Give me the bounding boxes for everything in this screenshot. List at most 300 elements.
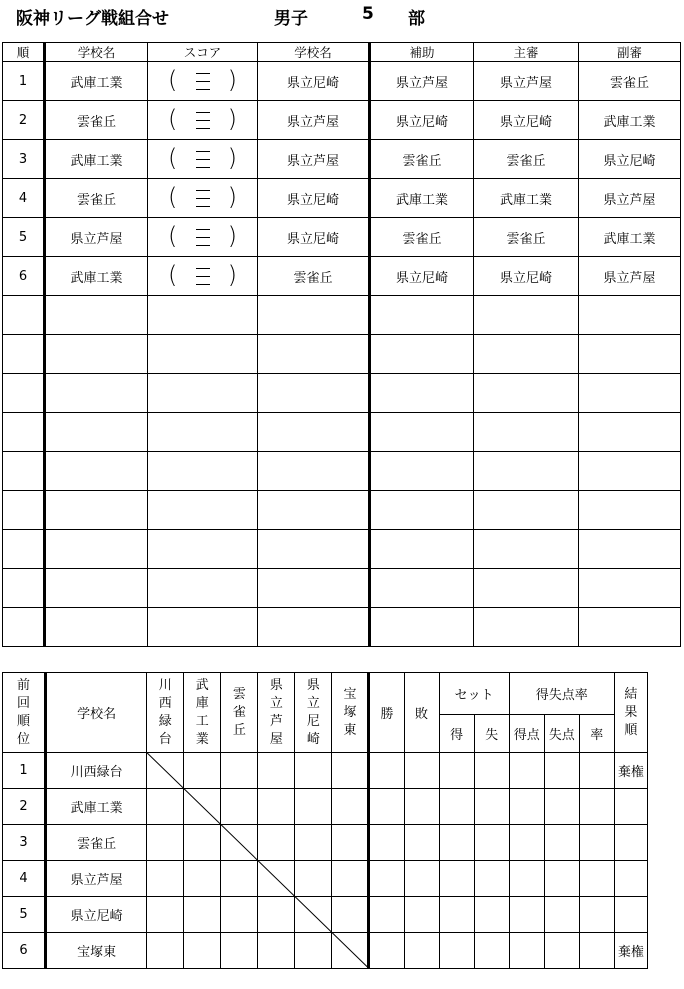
stat-cell xyxy=(404,789,439,825)
schedule-row xyxy=(3,62,681,101)
prev-rank: 3 xyxy=(3,825,46,861)
standings-row xyxy=(3,861,648,897)
title-division-number: 5 xyxy=(362,4,374,24)
result-vs-cell xyxy=(295,789,332,825)
header-char: 武 xyxy=(195,677,209,693)
header-char: 順 xyxy=(624,722,638,738)
header-school-1: 学校名 xyxy=(45,43,148,62)
assist-school: 県立尼崎 xyxy=(370,257,474,296)
empty-cell xyxy=(370,608,474,647)
header-prev-rank xyxy=(3,673,46,753)
result-vs-cell xyxy=(258,897,295,933)
result-vs-cell xyxy=(184,861,221,897)
result-vs-cell xyxy=(221,825,258,861)
chief-referee: 武庫工業 xyxy=(474,179,579,218)
empty-cell xyxy=(474,608,579,647)
stat-cell xyxy=(474,825,509,861)
school-name: 県立尼崎 xyxy=(46,897,147,933)
header-char: 塚 xyxy=(343,704,357,720)
empty-cell xyxy=(474,335,579,374)
empty-cell xyxy=(258,491,370,530)
header-set-lost: 失 xyxy=(474,715,509,753)
result-vs-cell xyxy=(258,933,295,969)
score-bracket-left: ( xyxy=(168,183,178,211)
win-cell xyxy=(369,897,404,933)
result-vs-cell xyxy=(221,933,258,969)
schedule-row-empty xyxy=(3,374,681,413)
stat-cell xyxy=(439,897,474,933)
empty-cell xyxy=(45,374,148,413)
school-1: 武庫工業 xyxy=(45,140,148,179)
empty-cell xyxy=(3,491,45,530)
stat-cell xyxy=(439,789,474,825)
empty-cell xyxy=(45,413,148,452)
score-cell xyxy=(148,101,258,140)
result-vs-cell xyxy=(332,789,369,825)
schedule-row-empty xyxy=(3,335,681,374)
win-cell xyxy=(369,933,404,969)
schedule-row-empty xyxy=(3,296,681,335)
stat-cell xyxy=(509,825,544,861)
chief-referee: 雲雀丘 xyxy=(474,218,579,257)
header-school: 学校名 xyxy=(46,673,147,753)
empty-cell xyxy=(45,491,148,530)
school-name: 宝塚東 xyxy=(46,933,147,969)
header-win: 勝 xyxy=(369,673,404,753)
empty-cell xyxy=(370,335,474,374)
schedule-row-empty xyxy=(3,491,681,530)
chief-referee: 県立芦屋 xyxy=(474,62,579,101)
result-vs-cell xyxy=(221,897,258,933)
empty-cell xyxy=(45,452,148,491)
stat-cell xyxy=(474,897,509,933)
score-bracket-left: ( xyxy=(168,261,178,289)
sub-referee: 県立芦屋 xyxy=(579,179,681,218)
empty-cell xyxy=(3,374,45,413)
score-cell xyxy=(148,257,258,296)
result-vs-cell xyxy=(147,933,184,969)
assist-school: 雲雀丘 xyxy=(370,218,474,257)
result-vs-cell xyxy=(332,861,369,897)
result-vs-cell xyxy=(295,933,332,969)
sub-referee: 県立芦屋 xyxy=(579,257,681,296)
match-order: 6 xyxy=(3,257,45,296)
empty-cell xyxy=(370,413,474,452)
school-2: 県立尼崎 xyxy=(258,179,370,218)
header-char: 県 xyxy=(269,677,283,693)
stat-cell xyxy=(439,933,474,969)
final-rank: 棄権 xyxy=(614,933,647,969)
school-name: 雲雀丘 xyxy=(46,825,147,861)
stat-cell xyxy=(509,897,544,933)
stat-cell xyxy=(474,861,509,897)
header-opponent-2 xyxy=(184,673,221,753)
empty-cell xyxy=(3,569,45,608)
empty-cell xyxy=(3,608,45,647)
title-division-label: 部 xyxy=(408,9,425,29)
header-char: 台 xyxy=(158,731,172,747)
header-char: 庫 xyxy=(195,695,209,711)
prev-rank: 1 xyxy=(3,753,46,789)
chief-referee: 県立尼崎 xyxy=(474,257,579,296)
assist-school: 雲雀丘 xyxy=(370,140,474,179)
score-dash xyxy=(196,159,210,160)
header-opponent-6 xyxy=(332,673,369,753)
score-dash xyxy=(196,120,210,121)
stat-cell xyxy=(404,825,439,861)
assist-school: 県立芦屋 xyxy=(370,62,474,101)
schedule-header-row xyxy=(3,43,681,62)
empty-cell xyxy=(370,374,474,413)
school-name: 川西緑台 xyxy=(46,753,147,789)
sub-referee: 武庫工業 xyxy=(579,218,681,257)
stat-cell xyxy=(474,789,509,825)
empty-cell xyxy=(258,413,370,452)
schedule-row-empty xyxy=(3,452,681,491)
stat-cell xyxy=(404,897,439,933)
header-result-rank xyxy=(614,673,647,753)
stat-cell xyxy=(579,825,614,861)
assist-school: 武庫工業 xyxy=(370,179,474,218)
result-vs-cell xyxy=(332,933,369,969)
header-char: 雀 xyxy=(232,704,246,720)
title-gender: 男子 xyxy=(274,9,308,29)
score-cell xyxy=(148,62,258,101)
standings-header-row-1 xyxy=(3,673,648,715)
header-char: 東 xyxy=(343,722,357,738)
stat-cell xyxy=(544,861,579,897)
header-char: 回 xyxy=(17,695,31,711)
header-school-2: 学校名 xyxy=(258,43,370,62)
sub-referee: 雲雀丘 xyxy=(579,62,681,101)
result-vs-cell xyxy=(295,753,332,789)
score-cell xyxy=(148,140,258,179)
stat-cell xyxy=(544,897,579,933)
header-char: 丘 xyxy=(232,722,246,738)
schedule-row xyxy=(3,179,681,218)
prev-rank: 6 xyxy=(3,933,46,969)
stat-cell xyxy=(579,861,614,897)
header-char: 位 xyxy=(17,731,31,747)
chief-referee: 雲雀丘 xyxy=(474,140,579,179)
sub-referee: 県立尼崎 xyxy=(579,140,681,179)
prev-rank: 4 xyxy=(3,861,46,897)
final-rank xyxy=(614,789,647,825)
prev-rank: 5 xyxy=(3,897,46,933)
empty-cell xyxy=(474,296,579,335)
school-2: 県立尼崎 xyxy=(258,62,370,101)
result-vs-cell xyxy=(295,897,332,933)
empty-cell xyxy=(45,335,148,374)
header-rate: 率 xyxy=(579,715,614,753)
empty-cell xyxy=(258,452,370,491)
stat-cell xyxy=(509,861,544,897)
header-char: 結 xyxy=(624,686,638,702)
header-opponent-5 xyxy=(295,673,332,753)
header-char: 前 xyxy=(17,677,31,693)
school-2: 県立芦屋 xyxy=(258,101,370,140)
match-order: 5 xyxy=(3,218,45,257)
standings-row xyxy=(3,825,648,861)
empty-cell xyxy=(45,530,148,569)
school-2: 県立芦屋 xyxy=(258,140,370,179)
header-opponent-3 xyxy=(221,673,258,753)
sub-referee: 武庫工業 xyxy=(579,101,681,140)
stat-cell xyxy=(474,753,509,789)
header-set-got: 得 xyxy=(439,715,474,753)
chief-referee: 県立尼崎 xyxy=(474,101,579,140)
header-char: 屋 xyxy=(269,731,283,747)
empty-cell xyxy=(474,491,579,530)
score-bracket-left: ( xyxy=(168,66,178,94)
empty-cell xyxy=(3,296,45,335)
score-bracket-right: ) xyxy=(227,222,237,250)
score-dash xyxy=(196,198,210,199)
standings-row xyxy=(3,789,648,825)
stat-cell xyxy=(439,753,474,789)
header-char: 業 xyxy=(195,731,209,747)
title-main: 阪神リーグ戦組合せ xyxy=(16,9,169,29)
empty-cell xyxy=(474,374,579,413)
school-1: 雲雀丘 xyxy=(45,179,148,218)
stat-cell xyxy=(579,753,614,789)
stat-cell xyxy=(544,753,579,789)
empty-cell xyxy=(579,491,681,530)
schedule-table xyxy=(2,42,681,647)
empty-cell xyxy=(148,413,258,452)
prev-rank: 2 xyxy=(3,789,46,825)
schedule-row xyxy=(3,140,681,179)
result-vs-cell xyxy=(221,789,258,825)
stat-cell xyxy=(509,933,544,969)
header-char: 尼 xyxy=(306,713,320,729)
empty-cell xyxy=(3,530,45,569)
schedule-row-empty xyxy=(3,413,681,452)
empty-cell xyxy=(370,452,474,491)
header-char: 芦 xyxy=(269,713,283,729)
result-vs-cell xyxy=(258,789,295,825)
empty-cell xyxy=(45,569,148,608)
header-loss: 敗 xyxy=(404,673,439,753)
empty-cell xyxy=(258,335,370,374)
match-order: 4 xyxy=(3,179,45,218)
header-assist: 補助 xyxy=(370,43,474,62)
score-bracket-left: ( xyxy=(168,105,178,133)
header-points-got: 得点 xyxy=(509,715,544,753)
stat-cell xyxy=(474,933,509,969)
score-dash xyxy=(196,268,210,269)
final-rank: 棄権 xyxy=(614,753,647,789)
empty-cell xyxy=(474,452,579,491)
empty-cell xyxy=(579,608,681,647)
header-char: 雲 xyxy=(232,686,246,702)
header-char: 川 xyxy=(158,677,172,693)
win-cell xyxy=(369,861,404,897)
header-char: 緑 xyxy=(158,713,172,729)
empty-cell xyxy=(45,608,148,647)
header-opponent-1 xyxy=(147,673,184,753)
school-2: 県立尼崎 xyxy=(258,218,370,257)
empty-cell xyxy=(579,413,681,452)
header-chief-referee: 主審 xyxy=(474,43,579,62)
standings-table xyxy=(2,672,648,969)
result-vs-cell xyxy=(184,789,221,825)
score-dash xyxy=(196,206,210,207)
stat-cell xyxy=(544,789,579,825)
standings-row xyxy=(3,897,648,933)
header-char: 順 xyxy=(17,713,31,729)
match-order: 1 xyxy=(3,62,45,101)
score-dash xyxy=(196,237,210,238)
header-order: 順 xyxy=(3,43,45,62)
result-vs-cell xyxy=(221,861,258,897)
header-char: 県 xyxy=(306,677,320,693)
stat-cell xyxy=(404,753,439,789)
result-vs-cell xyxy=(295,825,332,861)
header-char: 宝 xyxy=(343,686,357,702)
score-dash xyxy=(196,276,210,277)
empty-cell xyxy=(258,296,370,335)
result-vs-cell xyxy=(184,933,221,969)
header-char: 果 xyxy=(624,704,638,720)
result-vs-cell xyxy=(295,861,332,897)
result-vs-cell xyxy=(147,753,184,789)
final-rank xyxy=(614,897,647,933)
empty-cell xyxy=(258,608,370,647)
stat-cell xyxy=(509,789,544,825)
score-cell xyxy=(148,218,258,257)
header-char: 西 xyxy=(158,695,172,711)
empty-cell xyxy=(148,530,258,569)
schedule-row-empty xyxy=(3,530,681,569)
score-cell xyxy=(148,179,258,218)
score-dash xyxy=(196,245,210,246)
school-name: 武庫工業 xyxy=(46,789,147,825)
empty-cell xyxy=(258,374,370,413)
header-set: セット xyxy=(439,673,509,715)
empty-cell xyxy=(148,491,258,530)
empty-cell xyxy=(370,296,474,335)
school-name: 県立芦屋 xyxy=(46,861,147,897)
empty-cell xyxy=(148,608,258,647)
final-rank xyxy=(614,861,647,897)
empty-cell xyxy=(258,569,370,608)
stat-cell xyxy=(509,753,544,789)
empty-cell xyxy=(370,491,474,530)
header-points-lost: 失点 xyxy=(544,715,579,753)
score-dash xyxy=(196,89,210,90)
result-vs-cell xyxy=(184,825,221,861)
empty-cell xyxy=(474,569,579,608)
header-sub-referee: 副審 xyxy=(579,43,681,62)
stat-cell xyxy=(544,933,579,969)
result-vs-cell xyxy=(184,897,221,933)
score-dash xyxy=(196,167,210,168)
stat-cell xyxy=(544,825,579,861)
result-vs-cell xyxy=(258,753,295,789)
score-dash xyxy=(196,284,210,285)
empty-cell xyxy=(3,452,45,491)
score-bracket-right: ) xyxy=(227,144,237,172)
final-rank xyxy=(614,825,647,861)
standings-row xyxy=(3,753,648,789)
header-char: 工 xyxy=(195,713,209,729)
header-points-rate: 得失点率 xyxy=(509,673,614,715)
stat-cell xyxy=(404,861,439,897)
schedule-row-empty xyxy=(3,608,681,647)
result-vs-cell xyxy=(258,861,295,897)
score-dash xyxy=(196,73,210,74)
schedule-row-empty xyxy=(3,569,681,608)
empty-cell xyxy=(474,530,579,569)
school-2: 雲雀丘 xyxy=(258,257,370,296)
empty-cell xyxy=(579,452,681,491)
empty-cell xyxy=(370,530,474,569)
stat-cell xyxy=(579,789,614,825)
result-vs-cell xyxy=(147,861,184,897)
score-bracket-left: ( xyxy=(168,222,178,250)
stat-cell xyxy=(439,861,474,897)
win-cell xyxy=(369,825,404,861)
result-vs-cell xyxy=(147,897,184,933)
standings-row xyxy=(3,933,648,969)
match-order: 2 xyxy=(3,101,45,140)
schedule-row xyxy=(3,257,681,296)
empty-cell xyxy=(579,335,681,374)
score-dash xyxy=(196,112,210,113)
empty-cell xyxy=(45,296,148,335)
win-cell xyxy=(369,789,404,825)
school-1: 雲雀丘 xyxy=(45,101,148,140)
score-bracket-right: ) xyxy=(227,105,237,133)
header-char: 立 xyxy=(306,695,320,711)
empty-cell xyxy=(579,374,681,413)
score-bracket-left: ( xyxy=(168,144,178,172)
schedule-row xyxy=(3,101,681,140)
empty-cell xyxy=(579,569,681,608)
score-bracket-right: ) xyxy=(227,261,237,289)
score-bracket-right: ) xyxy=(227,66,237,94)
schedule-row xyxy=(3,218,681,257)
empty-cell xyxy=(148,335,258,374)
empty-cell xyxy=(579,296,681,335)
empty-cell xyxy=(258,530,370,569)
empty-cell xyxy=(148,452,258,491)
header-char: 崎 xyxy=(306,731,320,747)
score-dash xyxy=(196,151,210,152)
stat-cell xyxy=(404,933,439,969)
school-1: 県立芦屋 xyxy=(45,218,148,257)
result-vs-cell xyxy=(332,897,369,933)
score-dash xyxy=(196,190,210,191)
empty-cell xyxy=(579,530,681,569)
result-vs-cell xyxy=(147,789,184,825)
stat-cell xyxy=(579,933,614,969)
header-opponent-4 xyxy=(258,673,295,753)
score-bracket-right: ) xyxy=(227,183,237,211)
empty-cell xyxy=(370,569,474,608)
stat-cell xyxy=(579,897,614,933)
score-dash xyxy=(196,128,210,129)
result-vs-cell xyxy=(258,825,295,861)
header-char: 立 xyxy=(269,695,283,711)
stat-cell xyxy=(439,825,474,861)
empty-cell xyxy=(148,374,258,413)
school-1: 武庫工業 xyxy=(45,62,148,101)
empty-cell xyxy=(474,413,579,452)
score-dash xyxy=(196,229,210,230)
result-vs-cell xyxy=(147,825,184,861)
